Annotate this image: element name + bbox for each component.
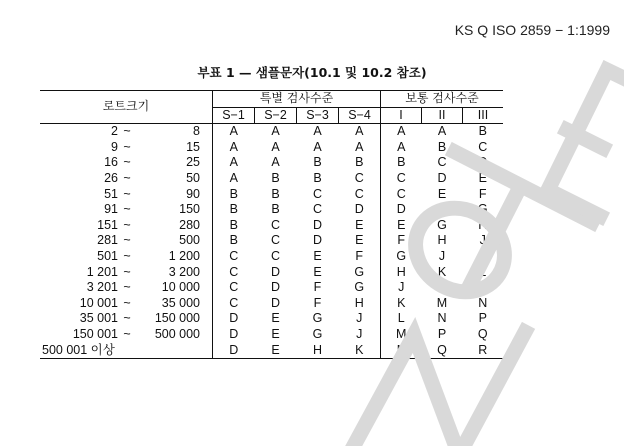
code-letter-cell: R (463, 343, 504, 359)
code-letter-cell: H (339, 296, 381, 312)
code-letter-cell: L (397, 311, 405, 326)
level-header: S−3 (297, 107, 339, 124)
code-letter-cell: E (271, 326, 280, 341)
level-header: S−2 (255, 107, 297, 124)
lot-size-cell (40, 280, 213, 296)
lot-size-cell (40, 296, 213, 312)
lot-size-min: 10 001 (79, 295, 118, 310)
code-letter-cell: J (479, 233, 486, 248)
lot-size-cell (40, 265, 213, 281)
code-letter-cell: A (229, 170, 238, 185)
lot-size-cell (40, 140, 213, 156)
code-letter-cell: A (313, 139, 322, 154)
code-letter-cell: B (229, 202, 238, 217)
table-row (40, 155, 503, 171)
lot-size-min: 16 (104, 155, 118, 170)
code-letter-cell: E (478, 170, 487, 185)
table-row (40, 171, 503, 187)
range-tilde: ~ (123, 311, 131, 326)
range-tilde: ~ (123, 124, 131, 139)
code-letter-cell: C (270, 217, 281, 232)
code-letter-cell: E (339, 218, 381, 234)
code-letter-cell: P (478, 311, 487, 326)
code-letter-cell: F (478, 186, 487, 201)
code-letter-cell: B (229, 217, 238, 232)
code-letter-cell: D (312, 217, 323, 232)
lot-size-cell (40, 327, 213, 343)
lot-size-max: 25 (186, 155, 200, 170)
code-letter-cell: C (270, 248, 281, 263)
code-letter-cell: Q (422, 343, 463, 359)
table-row (40, 202, 503, 218)
code-letter-cell: F (313, 280, 322, 295)
lot-size-cell (40, 124, 213, 140)
lot-size-max: 500 000 (154, 326, 200, 341)
range-tilde: ~ (123, 326, 131, 341)
code-letter-cell: G (437, 217, 447, 232)
code-letter-cell: Q (477, 326, 488, 341)
code-letter-cell: C (229, 264, 239, 279)
code-letter-cell: H (478, 217, 488, 232)
lot-size-max: 3 200 (168, 264, 200, 279)
code-letter-cell: C (229, 248, 239, 263)
lot-size-label: 500 001 이상 (42, 342, 115, 357)
lot-size-max: 15 (186, 139, 200, 154)
code-letter-cell: A (229, 139, 238, 154)
range-tilde: ~ (123, 139, 131, 154)
range-tilde: ~ (123, 233, 131, 248)
code-letter-cell: C (339, 171, 381, 187)
code-letter-cell: E (313, 248, 322, 263)
code-letter-cell: G (477, 202, 488, 217)
table-row (40, 343, 503, 359)
lot-size-cell (40, 187, 213, 203)
lot-size-min: 35 001 (79, 311, 118, 326)
range-tilde: ~ (123, 155, 131, 170)
code-letter-cell: J (438, 248, 446, 263)
code-letter-cell: E (437, 186, 447, 201)
level-header: III (463, 107, 504, 124)
code-letter-cell: E (397, 217, 406, 232)
code-letter-cell: A (313, 124, 322, 139)
code-letter-cell: C (339, 187, 381, 203)
code-letter-cell: B (397, 155, 406, 170)
code-letter-cell: H (396, 264, 406, 279)
lot-size-max: 280 (179, 217, 200, 232)
code-letter-cell: L (479, 264, 487, 279)
table-row (40, 140, 503, 156)
lot-size-max: 150 (179, 202, 200, 217)
lot-size-min: 9 (111, 139, 118, 154)
lot-size-max: 35 000 (161, 295, 200, 310)
code-letter-cell: D (437, 170, 447, 185)
special-levels-header: 특별 검사수준 (213, 91, 381, 108)
lot-size-max: 50 (186, 170, 200, 185)
lot-size-min: 91 (104, 202, 118, 217)
code-letter-cell: C (437, 155, 447, 170)
table-row (40, 311, 503, 327)
code-letter-cell: J (339, 311, 381, 327)
code-letter-cell: C (229, 280, 239, 295)
code-letter-cell: A (271, 124, 280, 139)
range-tilde: ~ (123, 248, 131, 263)
code-letter-cell: D (339, 202, 381, 218)
code-letter-cell: M (477, 280, 488, 295)
code-letter-cell: H (297, 343, 339, 359)
code-letter-cell: B (271, 186, 280, 201)
code-letter-cell: K (339, 343, 381, 359)
table-row (40, 218, 503, 234)
lot-size-header: 로트크기 (40, 91, 213, 124)
code-letter-cell: C (229, 295, 239, 310)
code-letter-cell: B (478, 124, 487, 139)
lot-size-cell (40, 249, 213, 265)
code-letter-cell: A (339, 140, 381, 156)
code-letter-cell: E (339, 233, 381, 249)
table-row (40, 124, 503, 140)
code-letter-cell: A (229, 155, 238, 170)
lot-size-max: 8 (193, 124, 200, 139)
code-letter-cell: K (397, 295, 406, 310)
code-letter-cell: G (339, 265, 381, 281)
code-letter-cell: A (397, 139, 406, 154)
level-header: S−1 (213, 107, 255, 124)
range-tilde: ~ (123, 217, 131, 232)
code-letter-cell: B (437, 139, 447, 154)
code-letter-cell: D (213, 343, 255, 359)
code-letter-cell: H (437, 233, 447, 248)
lot-size-max: 10 000 (161, 280, 200, 295)
general-levels-header: 보통 검사수준 (381, 91, 504, 108)
lot-size-max: 150 000 (154, 311, 200, 326)
lot-size-cell (40, 218, 213, 234)
code-letter-cell: A (229, 124, 238, 139)
code-letter-cell: A (397, 124, 406, 139)
lot-size-max: 500 (179, 233, 200, 248)
table-row (40, 280, 503, 296)
code-letter-cell: B (313, 170, 322, 185)
level-header: II (422, 107, 463, 124)
code-letter-cell: D (229, 311, 239, 326)
code-letter-cell: B (229, 233, 238, 248)
code-letter-cell: C (270, 233, 281, 248)
lot-size-min: 1 201 (86, 264, 118, 279)
range-tilde: ~ (123, 170, 131, 185)
code-letter-cell: E (255, 343, 297, 359)
code-letter-cell: M (436, 295, 448, 310)
lot-size-cell (40, 171, 213, 187)
standard-code: KS Q ISO 2859 − 1:1999 (454, 22, 610, 38)
code-letter-cell: K (478, 248, 487, 263)
table-row (40, 187, 503, 203)
code-letter-cell: F (438, 202, 446, 217)
table-row (40, 296, 503, 312)
level-header: I (381, 107, 422, 124)
code-letter-cell: A (339, 124, 381, 140)
code-letter-cell: G (312, 311, 323, 326)
range-tilde: ~ (123, 264, 131, 279)
lot-size-min: 281 (97, 233, 118, 248)
code-letter-cell: F (397, 233, 406, 248)
lot-size-min: 150 001 (72, 326, 118, 341)
code-letter-cell: M (396, 326, 407, 341)
lot-size-cell (40, 343, 213, 359)
code-letter-cell: D (478, 155, 488, 170)
lot-size-min: 2 (111, 124, 118, 139)
code-letter-cell: P (437, 326, 447, 341)
code-letter-cell: L (438, 280, 446, 295)
level-header: S−4 (339, 107, 381, 124)
code-letter-cell: D (312, 233, 323, 248)
table-title: 부표 1 — 샘플문자(10.1 및 10.2 참조) (197, 65, 427, 80)
table-body (40, 124, 503, 359)
lot-size-max: 90 (186, 186, 200, 201)
code-letter-cell: D (229, 326, 239, 341)
lot-size-cell (40, 202, 213, 218)
lot-size-min: 51 (104, 186, 118, 201)
lot-size-cell (40, 233, 213, 249)
code-letter-cell: D (270, 264, 281, 279)
code-letter-cell: K (437, 264, 447, 279)
code-letter-cell: E (271, 311, 280, 326)
code-letter-cell: G (339, 280, 381, 296)
code-letter-cell: C (396, 170, 406, 185)
lot-size-max: 1 200 (168, 248, 200, 263)
sample-size-code-table (40, 90, 503, 359)
code-letter-cell: E (313, 264, 322, 279)
code-letter-cell: J (339, 327, 381, 343)
code-letter-cell: B (339, 155, 381, 171)
code-letter-cell: B (271, 170, 280, 185)
table-row (40, 265, 503, 281)
code-letter-cell: G (396, 248, 407, 263)
code-letter-cell: A (437, 124, 447, 139)
code-letter-cell: D (270, 295, 281, 310)
code-letter-cell: G (312, 326, 323, 341)
code-letter-cell: B (313, 155, 322, 170)
table-row (40, 327, 503, 343)
range-tilde: ~ (123, 186, 131, 201)
code-letter-cell: A (271, 139, 280, 154)
watermark-letter-e (548, 70, 624, 216)
code-letter-cell: C (312, 186, 323, 201)
table-row (40, 233, 503, 249)
table-row (40, 249, 503, 265)
code-letter-cell: N (381, 343, 422, 359)
code-letter-cell: B (271, 202, 280, 217)
code-letter-cell: N (478, 295, 488, 310)
range-tilde: ~ (123, 280, 131, 295)
code-letter-cell: C (478, 139, 488, 154)
code-letter-cell: F (313, 295, 322, 310)
code-letter-cell: C (396, 186, 406, 201)
range-tilde: ~ (123, 202, 131, 217)
code-letter-cell: N (437, 311, 447, 326)
code-letter-cell: B (229, 186, 238, 201)
lot-size-cell (40, 311, 213, 327)
code-letter-cell: D (270, 280, 281, 295)
code-letter-cell: F (339, 249, 381, 265)
lot-size-min: 151 (97, 217, 118, 232)
lot-size-cell (40, 155, 213, 171)
code-letter-cell: D (396, 202, 406, 217)
lot-size-min: 3 201 (86, 280, 118, 295)
lot-size-min: 26 (104, 170, 118, 185)
range-tilde: ~ (123, 295, 131, 310)
code-letter-cell: J (398, 280, 405, 295)
code-letter-cell: A (271, 155, 280, 170)
lot-size-min: 501 (97, 248, 118, 263)
code-letter-cell: C (312, 202, 323, 217)
